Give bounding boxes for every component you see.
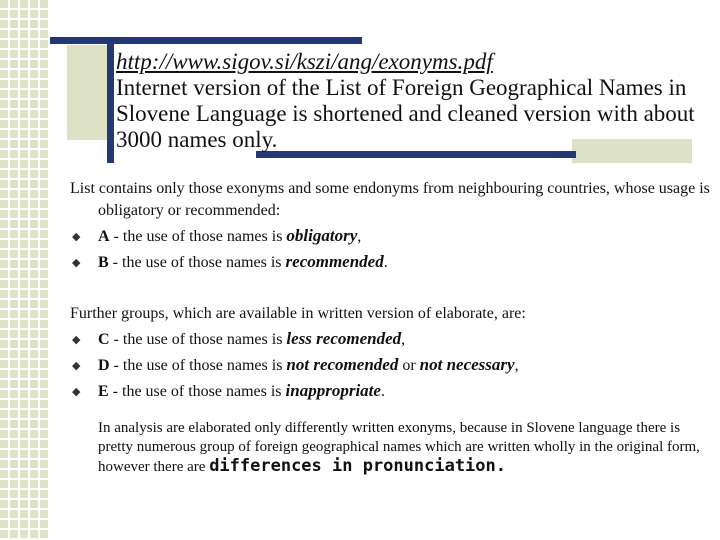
group-code: D bbox=[98, 357, 110, 374]
slide-title bbox=[116, 49, 706, 153]
title-accent-box bbox=[67, 45, 107, 140]
emphasis-text: differences in pronunciation bbox=[209, 456, 496, 476]
striped-margin-decoration bbox=[0, 0, 50, 540]
group-code: B bbox=[98, 254, 109, 271]
diamond-bullet-icon: ◆ bbox=[72, 386, 81, 398]
title-top-rule bbox=[50, 37, 362, 44]
group-term-alt: not necessary bbox=[419, 355, 515, 374]
list-item: ◆ D - the use of those names is not recomended or not necessary, bbox=[70, 354, 710, 377]
intro-paragraph: List contains only those exonyms and some endonyms from neighbouring countries, whose usage is obligatory or recommended: bbox=[70, 180, 710, 219]
list-item: ◆ A - the use of those names is obligatory, bbox=[70, 225, 710, 248]
group-code: E bbox=[98, 383, 109, 400]
further-paragraph: Further groups, which are available in written version of elaborate, are: bbox=[70, 305, 526, 322]
group-code: A bbox=[98, 228, 110, 245]
diamond-bullet-icon: ◆ bbox=[72, 257, 81, 269]
group-term: less recomended bbox=[286, 329, 402, 348]
group-term: recommended bbox=[285, 252, 384, 271]
group-term: not recomended bbox=[286, 355, 399, 374]
diamond-bullet-icon: ◆ bbox=[72, 360, 81, 372]
diamond-bullet-icon: ◆ bbox=[72, 231, 81, 243]
title-vertical-rule bbox=[107, 37, 114, 163]
group-term: inappropriate bbox=[285, 381, 381, 400]
group-term: obligatory bbox=[286, 226, 358, 245]
source-link[interactable]: http://www.sigov.si/kszi/ang/exonyms.pdf bbox=[116, 49, 493, 74]
slide-body bbox=[70, 178, 710, 477]
title-text: Internet version of the List of Foreign Geographical Names in Slovene Language is shortened and cleaned version with about 3000 names only. bbox=[116, 75, 695, 152]
list-item: ◆ B - the use of those names is recommended. bbox=[70, 251, 710, 274]
analysis-paragraph: In analysis are elaborated only differently written exonyms, because in Slovene language there is pretty numerous group of foreign geographical names which are written wholly in the original form, however there are differences in pronunciation. bbox=[98, 420, 700, 476]
list-item: ◆ C - the use of those names is less recomended, bbox=[70, 328, 710, 351]
diamond-bullet-icon: ◆ bbox=[72, 334, 81, 346]
group-code: C bbox=[98, 331, 110, 348]
list-item: ◆ E - the use of those names is inappropriate. bbox=[70, 380, 710, 403]
